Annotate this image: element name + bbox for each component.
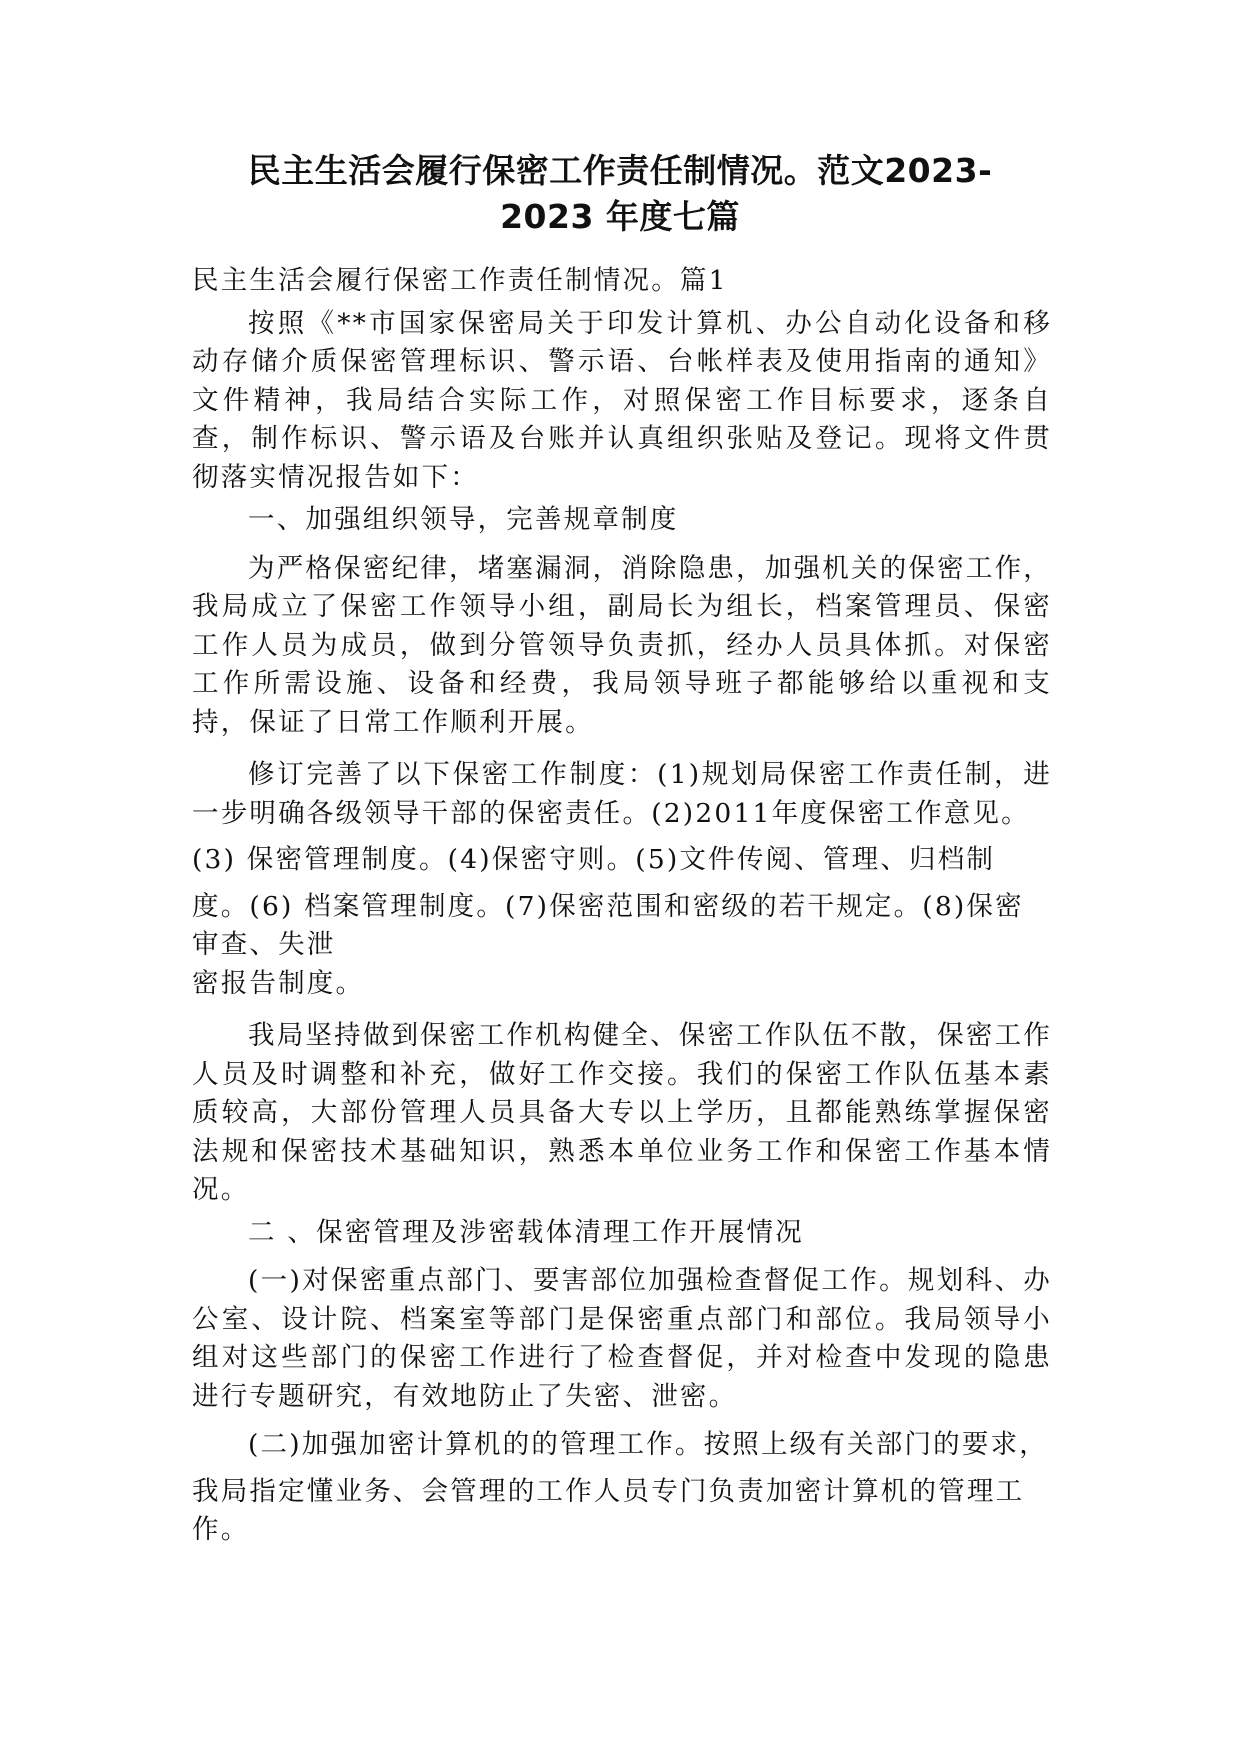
title-line-1: 民主生活会履行保密工作责任制情况。范文2023- bbox=[247, 151, 993, 190]
title-line-2: 2023 年度七篇 bbox=[500, 197, 740, 236]
paragraph-intro: 按照《**市国家保密局关于印发计算机、办公自动化设备和移动存储介质保密管理标识、警示语、台帐样表及使用指南的通知》文件精神，我局结合实际工作，对照保密工作目标要求，逐条自查，制作标识、警示语及台账并认真组织张贴及登记。现将文件贯彻落实情况报告如下： bbox=[192, 307, 1052, 493]
paragraph-team: 我局坚持做到保密工作机构健全、保密工作队伍不散，保密工作人员及时调整和补充，做好工作交接。我们的保密工作队伍基本素质较高，大部份管理人员具备大专以上学历，且都能熟练掌握保密法规和保密技术基础知识，熟悉本单位业务工作和保密工作基本情况。 bbox=[192, 1020, 1052, 1205]
paragraph-item-two-a: (二)加强加密计算机的的管理工作。按照上级有关部门的要求， bbox=[248, 1429, 1048, 1460]
paragraph-organization: 为严格保密纪律，堵塞漏洞，消除隐患，加强机关的保密工作，我局成立了保密工作领导小组，副局长为组长，档案管理员、保密工作人员为成员，做到分管领导负责抓，经办人员具体抓。对保密工作所需设施、设备和经费，我局领导班子都能够给以重视和支持，保证了日常工作顺利开展。 bbox=[192, 552, 1052, 738]
heading-two: 二 、保密管理及涉密载体清理工作开展情况 bbox=[248, 1216, 804, 1248]
rules-line-3: 度。(6) 档案管理制度。(7)保密范围和密级的若干规定。(8)保密审查、失泄 bbox=[192, 890, 1024, 960]
heading-one: 一、加强组织领导，完善规章制度 bbox=[248, 504, 679, 535]
rules-line-2: (3) 保密管理制度。(4)保密守则。(5)文件传阅、管理、归档制 bbox=[192, 844, 996, 875]
paragraph-item-one: (一)对保密重点部门、要害部位加强检查督促工作。规划科、办公室、设计院、档案室等部门是保密重点部门和部位。我局领导小组对这些部门的保密工作进行了检查督促，并对检查中发现的隐患进行专题研究，有效地防止了失密、泄密。 bbox=[192, 1265, 1052, 1412]
paragraph-rules: 修订完善了以下保密工作制度：(1)规划局保密工作责任制，进一步明确各级领导干部的保密责任。(2)2011年度保密工作意见。 bbox=[192, 759, 1052, 829]
paragraph-item-two-b: 我局指定懂业务、会管理的工作人员专门负责加密计算机的管理工作。 bbox=[192, 1475, 1025, 1545]
rules-line-4: 密报告制度。 bbox=[192, 967, 365, 999]
document-title bbox=[190, 148, 1050, 240]
document-body bbox=[192, 262, 1052, 1550]
section-heading: 民主生活会履行保密工作责任制情况。篇1 bbox=[192, 265, 728, 296]
